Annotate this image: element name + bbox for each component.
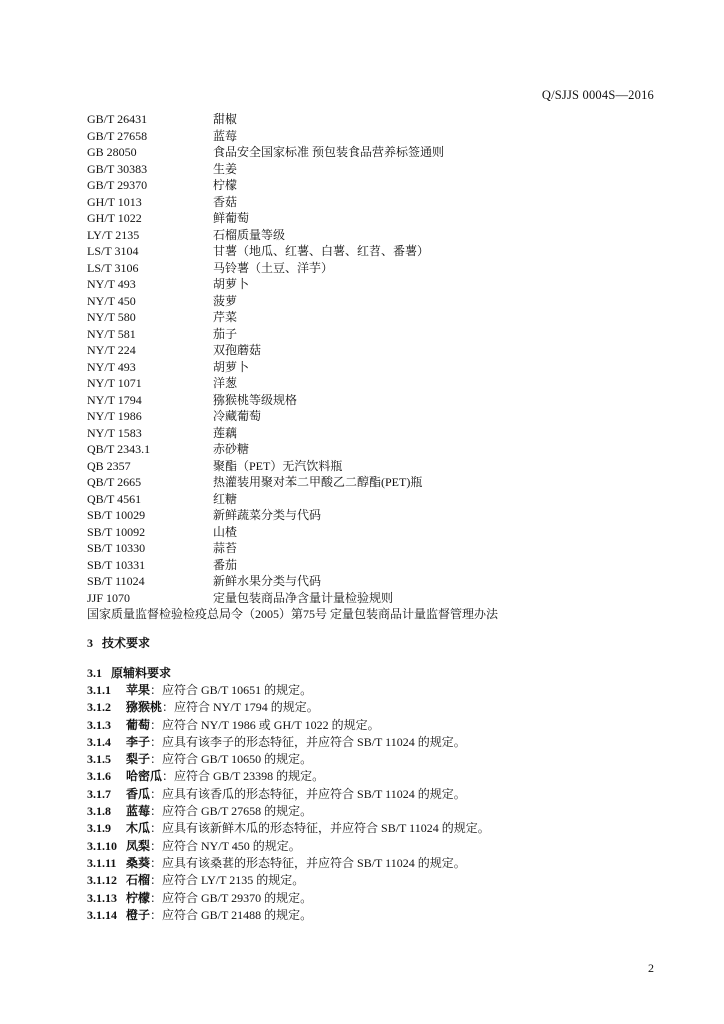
standard-title: 蓝莓 xyxy=(213,128,238,143)
standard-row xyxy=(87,590,667,607)
standard-code: SB/T 10331 xyxy=(87,557,146,572)
standard-row xyxy=(87,227,667,244)
standard-title: 山楂 xyxy=(213,524,238,539)
clause-number: 3.1.10 xyxy=(87,838,117,853)
standard-code: NY/T 224 xyxy=(87,343,136,357)
standard-row xyxy=(87,342,667,359)
standard-title: 热灌装用聚对苯二甲酸乙二醇酯(PET)瓶 xyxy=(213,475,423,489)
standard-code: JJF 1070 xyxy=(87,590,131,605)
standard-title: 菠萝 xyxy=(213,293,238,308)
standard-code: QB/T 2665 xyxy=(87,475,142,489)
clause-number: 3.1.11 xyxy=(87,855,117,870)
standard-title: 番茄 xyxy=(213,557,238,572)
requirement-text: ：应具有该香瓜的形态特征，并应符合 SB/T 11024 的规定。 xyxy=(150,786,466,801)
clause-number: 3.1.3 xyxy=(87,717,111,732)
standard-title: 莲藕 xyxy=(213,425,238,440)
section-3-1-heading xyxy=(87,664,171,681)
material-name: 梨子 xyxy=(126,752,151,767)
standard-code: NY/T 1583 xyxy=(87,425,142,440)
standard-title: 新鲜水果分类与代码 xyxy=(213,574,322,588)
requirement-item xyxy=(87,907,667,924)
regulation-note: 国家质量监督检验检疫总局令（2005）第75号 定量包装商品计量监督管理办法 xyxy=(87,607,499,621)
requirement-item xyxy=(87,751,667,768)
page-number: 2 xyxy=(648,961,654,975)
requirement-text: ：应符合 GB/T 10650 的规定。 xyxy=(150,752,313,767)
standard-row xyxy=(87,359,667,376)
standard-code: NY/T 450 xyxy=(87,293,136,308)
standard-row xyxy=(87,540,667,557)
requirement-item xyxy=(87,872,667,889)
standard-title: 猕猴桃等级规格 xyxy=(213,392,298,407)
normative-references-list xyxy=(87,111,667,623)
standard-row xyxy=(87,260,667,277)
standard-title: 甜椒 xyxy=(213,112,238,126)
standard-row xyxy=(87,111,667,128)
standard-code: NY/T 493 xyxy=(87,277,136,291)
standard-code: SB/T 10330 xyxy=(87,541,146,555)
standard-title: 芹菜 xyxy=(213,310,238,324)
standard-code: NY/T 1071 xyxy=(87,376,142,390)
standard-code: GB/T 30383 xyxy=(87,161,148,176)
standard-code: GB/T 26431 xyxy=(87,112,148,126)
requirement-text: ：应符合 NY/T 1986 或 GH/T 1022 的规定。 xyxy=(150,717,380,732)
requirement-text: ：应符合 GB/T 23398 的规定。 xyxy=(162,769,325,784)
material-name: 猕猴桃 xyxy=(126,700,163,715)
requirement-item xyxy=(87,820,667,837)
section-number: 3.1 xyxy=(87,666,102,680)
material-name: 木瓜 xyxy=(126,821,151,836)
standard-title: 香菇 xyxy=(213,194,238,209)
requirement-text: ：应符合 NY/T 1794 的规定。 xyxy=(162,700,319,715)
requirement-text: ：应符合 GB/T 29370 的规定。 xyxy=(150,890,313,905)
clause-number: 3.1.12 xyxy=(87,873,117,888)
material-name: 柠檬 xyxy=(126,890,151,905)
standard-code: NY/T 1986 xyxy=(87,409,142,423)
standard-title: 石榴质量等级 xyxy=(213,227,286,242)
standard-row xyxy=(87,375,667,392)
standard-row xyxy=(87,507,667,524)
requirement-item xyxy=(87,786,667,803)
requirement-text: ：应符合 GB/T 27658 的规定。 xyxy=(150,804,313,819)
clause-number: 3.1.6 xyxy=(87,769,111,784)
standard-code: SB/T 10029 xyxy=(87,508,146,522)
material-name: 葡萄 xyxy=(126,717,151,732)
standard-code: SB/T 11024 xyxy=(87,574,145,588)
standard-title: 食品安全国家标准 预包装食品营养标签通则 xyxy=(213,145,445,159)
standard-title: 双孢蘑菇 xyxy=(213,343,262,357)
material-name: 香瓜 xyxy=(126,786,151,801)
standard-title: 聚酯（PET）无汽饮料瓶 xyxy=(213,458,343,473)
material-name: 桑葵 xyxy=(126,855,151,870)
requirement-item xyxy=(87,682,667,699)
standard-title: 蒜苔 xyxy=(213,541,238,555)
material-name: 李子 xyxy=(126,734,151,749)
requirement-text: ：应符合 GB/T 10651 的规定。 xyxy=(150,683,313,697)
standard-row xyxy=(87,408,667,425)
requirement-item xyxy=(87,803,667,820)
standard-code: LY/T 2135 xyxy=(87,227,140,242)
raw-material-requirements xyxy=(87,682,667,924)
standard-title: 马铃薯（土豆、洋芋） xyxy=(213,260,334,275)
material-name: 哈密瓜 xyxy=(126,769,163,784)
clause-number: 3.1.7 xyxy=(87,786,111,801)
standard-title: 定量包装商品净含量计量检验规则 xyxy=(213,590,394,605)
requirement-text: ：应具有该李子的形态特征，并应符合 SB/T 11024 的规定。 xyxy=(150,734,466,749)
standard-code: NY/T 1794 xyxy=(87,392,142,407)
standard-code: QB 2357 xyxy=(87,458,131,473)
standard-title: 胡萝卜 xyxy=(213,359,250,374)
standard-code: NY/T 580 xyxy=(87,310,136,324)
material-name: 石榴 xyxy=(126,873,151,888)
standard-row xyxy=(87,425,667,442)
standard-code: GB/T 27658 xyxy=(87,128,148,143)
clause-number: 3.1.8 xyxy=(87,804,111,819)
standard-row xyxy=(87,441,667,458)
standard-row xyxy=(87,144,667,161)
material-name: 凤梨 xyxy=(126,838,151,853)
clause-number: 3.1.1 xyxy=(87,683,111,697)
standard-title: 胡萝卜 xyxy=(213,277,250,291)
standard-title: 冷藏葡萄 xyxy=(213,409,262,423)
standard-row xyxy=(87,557,667,574)
standard-title: 洋葱 xyxy=(213,376,238,390)
requirement-text: ：应符合 LY/T 2135 的规定。 xyxy=(150,873,305,888)
standard-row xyxy=(87,194,667,211)
standard-row xyxy=(87,293,667,310)
requirement-item xyxy=(87,855,667,872)
standard-title: 赤砂糖 xyxy=(213,442,250,456)
requirement-item xyxy=(87,890,667,907)
section-title: 技术要求 xyxy=(102,636,151,650)
standard-row xyxy=(87,326,667,343)
section-number: 3 xyxy=(87,636,93,650)
standard-title: 生姜 xyxy=(213,161,238,176)
requirement-item xyxy=(87,838,667,855)
clause-number: 3.1.4 xyxy=(87,734,111,749)
standard-row xyxy=(87,491,667,508)
standard-title: 甘薯（地瓜、红薯、白薯、红苕、番薯） xyxy=(213,244,430,258)
standard-title: 柠檬 xyxy=(213,178,238,192)
standard-row xyxy=(87,524,667,541)
material-name: 蓝莓 xyxy=(126,804,151,819)
clause-number: 3.1.9 xyxy=(87,821,111,836)
clause-number: 3.1.2 xyxy=(87,700,111,715)
requirement-item xyxy=(87,717,667,734)
standard-row xyxy=(87,161,667,178)
material-name: 苹果 xyxy=(126,683,151,697)
standard-row xyxy=(87,309,667,326)
requirement-item xyxy=(87,699,667,716)
requirement-text: ：应具有该桑葚的形态特征，并应符合 SB/T 11024 的规定。 xyxy=(150,855,466,870)
standard-code: QB/T 2343.1 xyxy=(87,442,151,456)
standard-row xyxy=(87,128,667,145)
standard-code: GH/T 1013 xyxy=(87,194,142,209)
material-name: 橙子 xyxy=(126,907,151,922)
standard-code: NY/T 581 xyxy=(87,326,136,341)
standard-row xyxy=(87,474,667,491)
standard-title: 红糖 xyxy=(213,491,238,506)
standard-code: LS/T 3106 xyxy=(87,260,139,275)
requirement-item xyxy=(87,768,667,785)
standard-row xyxy=(87,177,667,194)
standard-code: QB/T 4561 xyxy=(87,491,142,506)
clause-number: 3.1.5 xyxy=(87,752,111,767)
standard-row xyxy=(87,210,667,227)
clause-number: 3.1.14 xyxy=(87,907,117,922)
standard-code: GB/T 29370 xyxy=(87,178,148,192)
standard-code: SB/T 10092 xyxy=(87,524,146,539)
requirement-text: ：应符合 GB/T 21488 的规定。 xyxy=(150,907,313,922)
standard-title: 茄子 xyxy=(213,326,238,341)
standard-code: NY/T 493 xyxy=(87,359,136,374)
standard-row xyxy=(87,573,667,590)
standard-row xyxy=(87,243,667,260)
standard-row xyxy=(87,392,667,409)
requirement-item xyxy=(87,734,667,751)
standard-title: 鲜葡萄 xyxy=(213,211,250,225)
standard-row xyxy=(87,276,667,293)
standard-code: LS/T 3104 xyxy=(87,244,139,258)
standard-title: 新鲜蔬菜分类与代码 xyxy=(213,508,322,522)
requirement-text: ：应具有该新鲜木瓜的形态特征，并应符合 SB/T 11024 的规定。 xyxy=(150,821,490,836)
section-3-heading xyxy=(87,634,150,651)
section-title: 原辅料要求 xyxy=(111,666,172,680)
standard-row xyxy=(87,458,667,475)
requirement-text: ：应符合 NY/T 450 的规定。 xyxy=(150,838,301,853)
standard-code: GH/T 1022 xyxy=(87,211,142,225)
clause-number: 3.1.13 xyxy=(87,890,117,905)
standard-code: GB 28050 xyxy=(87,145,137,159)
document-id-header: Q/SJJS 0004S—2016 xyxy=(541,88,654,102)
